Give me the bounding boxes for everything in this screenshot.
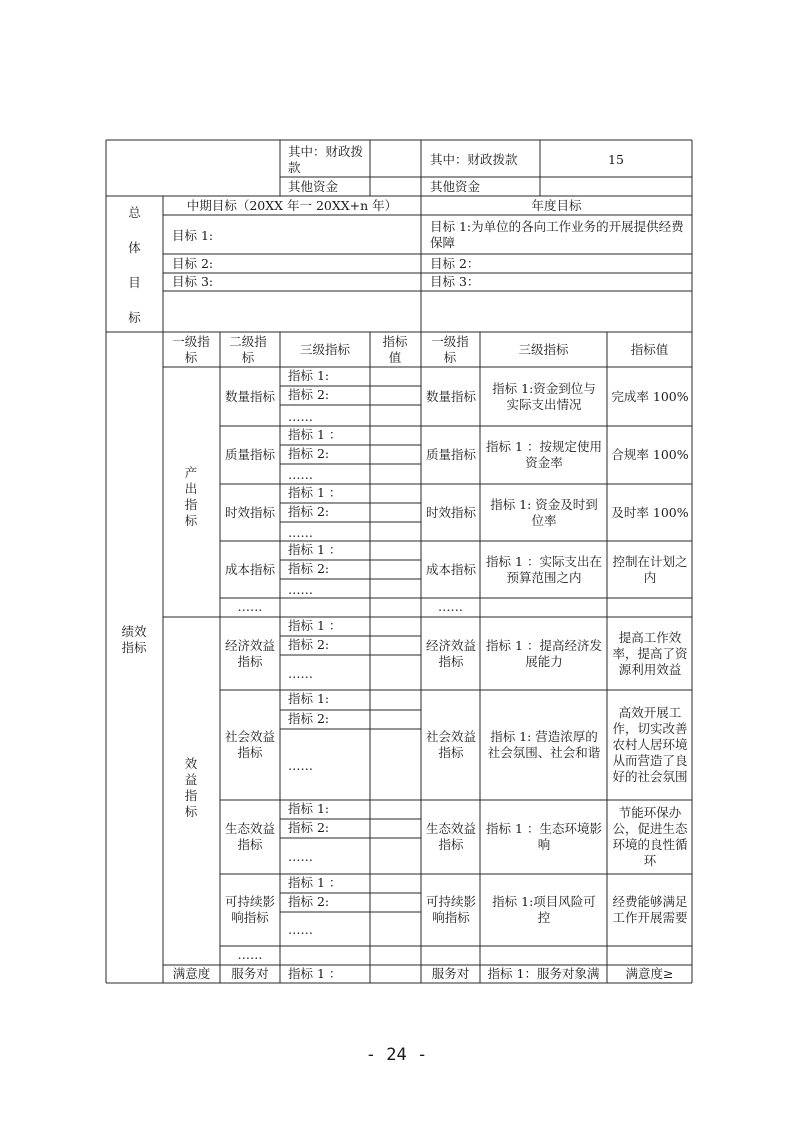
funding-other-right: 其他资金 [430, 179, 481, 194]
indicator-item: 指标 2: [288, 711, 330, 726]
goals-side-char-4: 标 [128, 310, 141, 325]
funding-fiscal-right: 其中：财政拨款 [430, 152, 518, 167]
header-value: 指标值 [382, 334, 408, 365]
header-level1-right: 一级指标 [431, 334, 469, 365]
indicator-item: 指标 1 ： [288, 485, 342, 500]
indicator-item: 指标 1: [288, 368, 330, 383]
indicator-item: …… [288, 408, 313, 424]
indicator-item: 指标 1 ： [288, 542, 342, 557]
annual-header: 年度目标 [531, 198, 582, 213]
benefit-ellipsis-left: …… [237, 947, 263, 962]
indicator-item: 指标 2: [288, 820, 330, 835]
group-name-left: 经济效益 指标 [224, 637, 275, 669]
indicator-desc-right: 指标 1 ：提高经济发展能力 [486, 637, 602, 669]
annual-goal-3: 目标 3： [430, 274, 480, 289]
funding-other-left: 其他资金 [288, 179, 339, 194]
group-name-right: 经济效益 指标 [425, 637, 476, 669]
indicator-desc-right: 指标 1 ：按规定使用资金率 [486, 439, 602, 470]
indicator-item: …… [288, 524, 313, 540]
funding-fiscal-right-value: 15 [608, 152, 624, 167]
indicator-value-right: 控制在计划之内 [612, 553, 688, 585]
satisfaction-desc-right: 指标 1：服务对象满 [487, 966, 600, 981]
indicator-desc-right: 指标 1:资金到位与实际支出情况 [492, 380, 596, 412]
indicator-item: 指标 1 ： [288, 875, 342, 890]
indicator-value-right: 合规率 100% [611, 447, 689, 462]
indicator-value-right: 高效开展工作，切实改善农村人居环境从而营造了良好的社会氛围 [612, 705, 688, 784]
indicator-value-right: 经费能够满足工作开展需要 [612, 894, 688, 925]
header-level1: 一级指标 [172, 334, 210, 365]
indicator-item: …… [288, 757, 313, 773]
indicator-item: …… [288, 849, 313, 864]
satisfaction-value-right: 满意度≥ [625, 966, 674, 981]
output-indicators-label: 产出指标 [184, 465, 198, 528]
indicator-item: 指标 2: [288, 637, 330, 652]
indicator-item: …… [288, 467, 313, 482]
group-name-right: 数量指标 [425, 388, 476, 404]
indicator-desc-right: 指标 1 ：生态环境影响 [486, 821, 602, 852]
header-level2: 二级指标 [229, 334, 267, 365]
benefit-indicators-label: 效益指标 [184, 756, 198, 819]
group-name-right: 成本指标 [425, 561, 476, 577]
indicator-item: …… [288, 581, 313, 597]
indicator-item: 指标 1 ： [288, 427, 342, 442]
performance-side-label: 绩效指标 [121, 624, 147, 655]
group-name-left: 质量指标 [224, 447, 275, 462]
header-level3-right: 三级指标 [518, 342, 569, 357]
indicator-desc-right: 指标 1:项目风险可控 [492, 894, 596, 925]
indicator-value-right: 及时率 100% [611, 504, 689, 520]
satisfaction-level2: 服务对 [231, 966, 269, 981]
page-number: - 24 - [365, 1045, 428, 1065]
indicator-value-right: 完成率 100% [611, 388, 689, 404]
annual-goal-1: 目标 1:为单位的各向工作业务的开展提供经费保障 [430, 219, 684, 250]
group-name-right: 质量指标 [425, 447, 476, 462]
indicator-desc-right: 指标 1: 资金及时到位率 [490, 496, 598, 528]
group-name-right: 可持续影响指标 [425, 894, 476, 925]
indicator-item: 指标 1 ： [288, 618, 342, 633]
indicator-desc-right: 指标 1 ：实际支出在预算范围之内 [486, 553, 602, 585]
goals-side-char-3: 目 [128, 275, 141, 290]
group-name-left: 生态效益 指标 [224, 821, 275, 852]
group-name-right: 社会效益 指标 [425, 729, 476, 760]
indicator-desc-right: 指标 1: 营造浓厚的社会氛围、社会和谐 [487, 729, 601, 760]
indicator-item: 指标 2: [288, 387, 330, 402]
mid-goal-2: 目标 2: [172, 256, 214, 271]
indicator-value-right: 提高工作效率，提高了资源利用效益 [612, 629, 688, 677]
indicator-item: 指标 2: [288, 504, 330, 519]
funding-fiscal-left: 其中：财政拨款 [288, 144, 364, 175]
group-name-left: 可持续影响指标 [224, 894, 275, 925]
mid-goal-3: 目标 3: [172, 274, 214, 289]
indicator-value-right: 节能环保办公，促进生态环境的良性循环 [612, 805, 688, 868]
indicator-item: 指标 1: [288, 691, 330, 706]
group-name-left: 成本指标 [224, 561, 275, 577]
satisfaction-item: 指标 1 ： [288, 966, 342, 981]
group-name-right: 生态效益 指标 [425, 821, 476, 852]
indicator-item: 指标 2: [288, 561, 330, 576]
midterm-header: 中期目标（20XX 年一 20XX+n 年） [186, 198, 398, 213]
indicator-item: …… [288, 922, 313, 937]
satisfaction-level1-right: 服务对 [431, 966, 470, 981]
indicator-item: 指标 1: [288, 801, 330, 816]
goals-side-char-1: 总 [128, 205, 141, 220]
satisfaction-level1: 满意度 [172, 966, 211, 981]
output-ellipsis-left: …… [237, 599, 263, 614]
indicator-item: 指标 2: [288, 894, 330, 909]
group-name-left: 时效指标 [224, 504, 275, 520]
output-ellipsis-right: …… [438, 599, 463, 614]
group-name-left: 数量指标 [224, 388, 275, 404]
group-name-left: 社会效益 指标 [224, 729, 275, 760]
header-level3: 三级指标 [299, 342, 350, 357]
indicator-item: …… [288, 665, 313, 681]
header-value-right: 指标值 [630, 342, 669, 357]
annual-goal-2: 目标 2： [430, 256, 480, 271]
indicator-item: 指标 2: [288, 446, 330, 461]
group-name-right: 时效指标 [425, 504, 476, 520]
mid-goal-1: 目标 1: [172, 228, 214, 243]
goals-side-char-2: 体 [128, 240, 141, 255]
